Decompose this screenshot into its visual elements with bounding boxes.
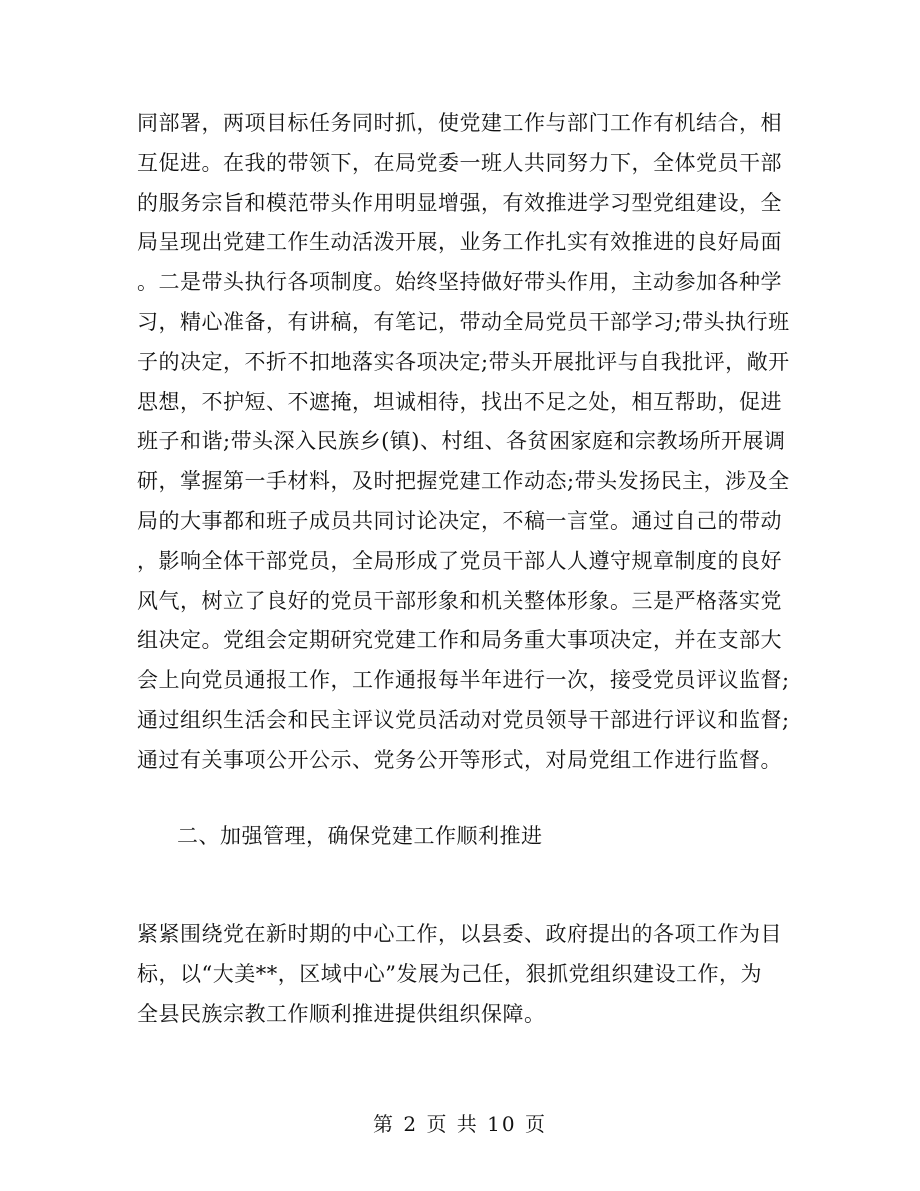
paragraph-line: 通过组织生活会和民主评议党员活动对党员领导干部进行评议和监督; xyxy=(137,707,790,732)
paragraph-line: 。二是带头执行各项制度。始终坚持做好带头作用，主动参加各种学 xyxy=(137,270,782,295)
paragraph-line: 思想，不护短、不遮掩，坦诚相待，找出不足之处，相互帮助，促进 xyxy=(137,389,782,414)
paragraph-line: 通过有关事项公开公示、党务公开等形式，对局党组工作进行监督。 xyxy=(137,747,782,772)
paragraph-line: ，影响全体干部党员，全局形成了党员干部人人遵守规章制度的良好 xyxy=(137,548,782,573)
paragraph-line: 风气，树立了良好的党员干部形象和机关整体形象。三是严格落实党 xyxy=(137,588,782,613)
paragraph-line: 的服务宗旨和模范带头作用明显增强，有效推进学习型党组建设，全 xyxy=(137,190,782,215)
paragraph-line: 同部署，两项目标任务同时抓，使党建工作与部门工作有机结合，相 xyxy=(137,111,782,135)
paragraph-line: 会上向党员通报工作，工作通报每半年进行一次，接受党员评议监督; xyxy=(137,668,790,693)
section-heading: 二、加强管理，确保党建工作顺利推进 xyxy=(177,824,543,848)
paragraph-line: 互促进。在我的带领下，在局党委一班人共同努力下，全体党员干部 xyxy=(137,150,782,175)
body-paragraph-1 xyxy=(137,104,790,781)
page-number-footer: 第 2 页 共 10 页 xyxy=(373,1112,547,1136)
body-paragraph-2 xyxy=(137,915,782,1034)
paragraph-line: 研，掌握第一手材料，及时把握党建工作动态;带头发扬民主，涉及全 xyxy=(137,469,790,494)
paragraph-line: 全县民族宗教工作顺利推进提供组织保障。 xyxy=(137,1001,546,1026)
paragraph-line: 紧紧围绕党在新时期的中心工作，以县委、政府提出的各项工作为目 xyxy=(137,922,782,946)
paragraph-line: 组决定。党组会定期研究党建工作和局务重大事项决定，并在支部大 xyxy=(137,628,782,653)
paragraph-line: 标，以“大美**，区域中心”发展为己任，狠抓党组织建设工作，为 xyxy=(137,961,762,986)
paragraph-line: 习，精心准备，有讲稿，有笔记，带动全局党员干部学习;带头执行班 xyxy=(137,309,790,334)
paragraph-line: 局的大事都和班子成员共同讨论决定，不稿一言堂。通过自己的带动 xyxy=(137,508,782,533)
paragraph-line: 班子和谐;带头深入民族乡(镇)、村组、各贫困家庭和宗教场所开展调 xyxy=(137,429,786,454)
paragraph-line: 局呈现出党建工作生动活泼开展，业务工作扎实有效推进的良好局面 xyxy=(137,230,782,255)
paragraph-line: 子的决定，不折不扣地落实各项决定;带头开展批评与自我批评，敞开 xyxy=(137,349,790,374)
